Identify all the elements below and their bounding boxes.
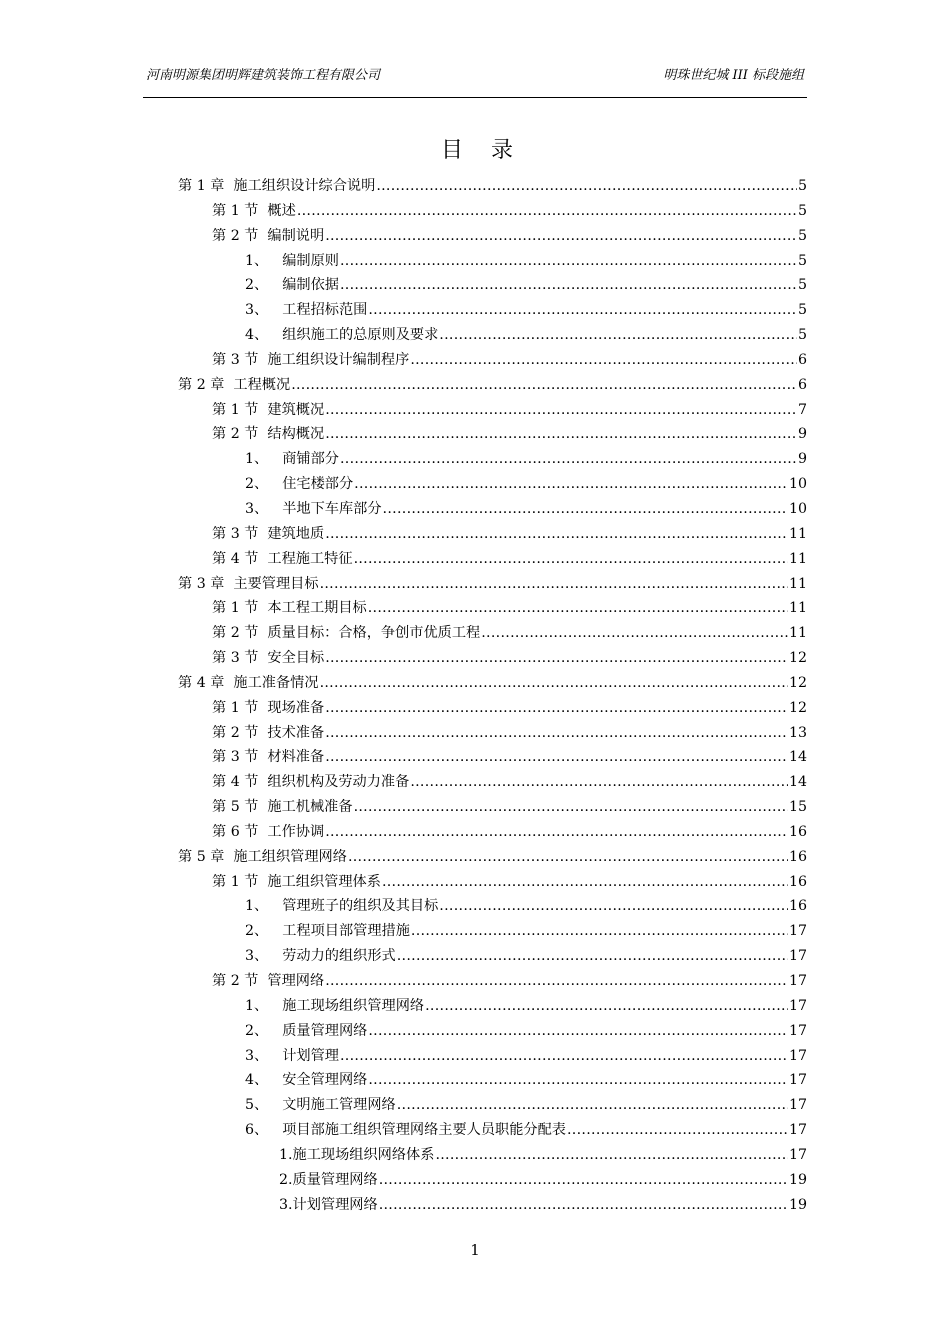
toc-entry-page: 11 bbox=[788, 625, 807, 642]
toc-entry-title: 施工组织管理体系 bbox=[267, 873, 381, 890]
toc-entry-title: 工程施工特征 bbox=[267, 550, 353, 567]
toc-entry[interactable] bbox=[0, 1068, 950, 1093]
toc-entry[interactable] bbox=[0, 224, 950, 249]
toc-dot-leader bbox=[567, 1118, 788, 1143]
toc-entry-page: 19 bbox=[788, 1196, 807, 1213]
toc-entry-title: 管理班子的组织及其目标 bbox=[282, 898, 439, 915]
toc-entry[interactable] bbox=[0, 572, 950, 597]
toc-entry-number: 第 2 节 bbox=[212, 625, 259, 642]
toc-entry-number: 第 3 节 bbox=[212, 749, 259, 766]
toc-entry-page: 12 bbox=[788, 674, 807, 691]
toc-entry[interactable] bbox=[0, 199, 950, 224]
toc-entry-number: 6、 bbox=[245, 1122, 269, 1139]
toc-entry-page: 11 bbox=[788, 550, 807, 567]
toc-entry-title: 工作协调 bbox=[267, 823, 325, 840]
toc-entry-page: 16 bbox=[788, 823, 807, 840]
toc-dot-leader bbox=[354, 795, 788, 820]
toc-entry-title: 编制说明 bbox=[267, 227, 325, 244]
toc-dot-leader bbox=[325, 224, 797, 249]
toc-entry[interactable] bbox=[0, 1093, 950, 1118]
toc-entry[interactable] bbox=[0, 547, 950, 572]
toc-entry[interactable] bbox=[0, 422, 950, 447]
toc-entry-title: 现场准备 bbox=[267, 699, 325, 716]
toc-dot-leader bbox=[410, 770, 788, 795]
toc-entry-number: 2、 bbox=[245, 277, 269, 294]
toc-entry[interactable] bbox=[0, 1118, 950, 1143]
toc-entry-page: 5 bbox=[797, 277, 807, 294]
toc-title: 目录 bbox=[440, 138, 541, 163]
toc-entry-title: 施工机械准备 bbox=[267, 799, 353, 816]
toc-entry-title: 主要管理目标 bbox=[233, 575, 319, 592]
toc-entry[interactable] bbox=[0, 472, 950, 497]
toc-entry-title: 质量管理网络 bbox=[282, 1022, 368, 1039]
toc-dot-leader bbox=[368, 298, 797, 323]
toc-entry[interactable] bbox=[0, 174, 950, 199]
toc-entry-number: 1、 bbox=[245, 451, 269, 468]
toc-entry-title: 安全目标 bbox=[267, 650, 325, 667]
toc-entry-number: 第 2 节 bbox=[212, 426, 259, 443]
header-company: 河南明源集团明辉建筑装饰工程有限公司 bbox=[146, 68, 381, 83]
toc-entry-title: 施工组织设计综合说明 bbox=[233, 178, 376, 194]
toc-entry-page: 7 bbox=[797, 401, 807, 418]
toc-dot-leader bbox=[354, 472, 788, 497]
toc-dot-leader bbox=[481, 621, 788, 646]
toc-dot-leader bbox=[320, 572, 788, 597]
toc-entry-page: 16 bbox=[788, 898, 807, 915]
toc-entry-title: 安全管理网络 bbox=[282, 1072, 368, 1089]
toc-entry-number: 第 2 节 bbox=[212, 973, 259, 989]
toc-entry[interactable] bbox=[0, 845, 950, 870]
toc-entry-page: 5 bbox=[797, 227, 807, 244]
toc-entry-page: 17 bbox=[788, 1097, 807, 1114]
toc-entry-number: 第 1 节 bbox=[212, 873, 259, 890]
toc-dot-leader bbox=[325, 398, 797, 423]
toc-entry-page: 5 bbox=[797, 202, 807, 219]
toc-entry[interactable] bbox=[0, 919, 950, 944]
toc-dot-leader bbox=[410, 348, 797, 373]
toc-dot-leader bbox=[325, 721, 788, 746]
toc-dot-leader bbox=[354, 547, 788, 572]
toc-dot-leader bbox=[397, 944, 788, 969]
toc-entry-page: 5 bbox=[797, 327, 807, 344]
toc-dot-leader bbox=[397, 1093, 788, 1118]
toc-entry-number: 第 6 节 bbox=[212, 823, 259, 840]
toc-entry[interactable] bbox=[0, 770, 950, 795]
toc-dot-leader bbox=[340, 273, 797, 298]
toc-entry-page: 17 bbox=[788, 923, 807, 940]
toc-entry-title: 建筑地质 bbox=[267, 525, 325, 542]
toc-entry-title: 组织施工的总原则及要求 bbox=[282, 327, 439, 344]
header-project: 明珠世纪城 III 标段施组 bbox=[663, 68, 804, 83]
toc-dot-leader bbox=[291, 373, 797, 398]
toc-entry[interactable] bbox=[0, 944, 950, 969]
toc-entry-title: 工程概况 bbox=[233, 376, 291, 393]
toc-entry[interactable] bbox=[0, 323, 950, 348]
toc-entry-title: 施工现场组织网络体系 bbox=[292, 1146, 435, 1163]
toc-entry-title: 工程项目部管理措施 bbox=[282, 923, 410, 940]
toc-entry-number: 第 3 节 bbox=[212, 351, 259, 368]
toc-dot-leader bbox=[435, 1143, 788, 1168]
toc-entry-title: 结构概况 bbox=[267, 426, 325, 443]
toc-entry[interactable] bbox=[0, 696, 950, 721]
toc-entry-page: 17 bbox=[788, 948, 807, 965]
toc-dot-leader bbox=[325, 745, 788, 770]
toc-entry-page: 11 bbox=[788, 600, 807, 617]
toc-entry-page: 17 bbox=[788, 973, 807, 989]
toc-entry-title: 文明施工管理网络 bbox=[282, 1097, 396, 1114]
toc-entry-number: 第 3 节 bbox=[212, 525, 259, 542]
toc-entry-title: 施工现场组织管理网络 bbox=[282, 997, 425, 1014]
toc-entry-number: 第 2 章 bbox=[178, 376, 225, 393]
toc-dot-leader bbox=[325, 646, 788, 671]
toc-entry-title: 组织机构及劳动力准备 bbox=[267, 774, 410, 791]
toc-entry-page: 17 bbox=[788, 997, 807, 1014]
toc-dot-leader bbox=[297, 199, 797, 224]
toc-entry[interactable] bbox=[0, 1019, 950, 1044]
toc-entry-page: 14 bbox=[788, 774, 807, 791]
toc-dot-leader bbox=[320, 671, 788, 696]
toc-entry[interactable] bbox=[0, 273, 950, 298]
toc-entry[interactable] bbox=[0, 348, 950, 373]
toc-entry-page: 5 bbox=[797, 178, 807, 194]
toc-entry-number: 2. bbox=[279, 1171, 293, 1188]
toc-dot-leader bbox=[325, 522, 788, 547]
toc-entry-title: 管理网络 bbox=[267, 973, 325, 989]
toc-entry-title: 建筑概况 bbox=[267, 401, 325, 418]
toc-dot-leader bbox=[325, 696, 788, 721]
toc-entry-number: 第 4 节 bbox=[212, 774, 259, 791]
toc-dot-leader bbox=[340, 249, 797, 274]
toc-entry-number: 第 3 章 bbox=[178, 575, 225, 592]
toc-entry-number: 第 1 节 bbox=[212, 202, 259, 219]
toc-entry[interactable] bbox=[0, 721, 950, 746]
toc-entry-page: 6 bbox=[797, 376, 807, 393]
toc-entry-number: 1. bbox=[279, 1146, 293, 1163]
toc-entry-page: 9 bbox=[797, 426, 807, 443]
toc-entry-title: 住宅楼部分 bbox=[282, 476, 354, 493]
toc-dot-leader bbox=[379, 1193, 788, 1218]
toc-dot-leader bbox=[348, 845, 788, 870]
toc-entry-page: 14 bbox=[788, 749, 807, 766]
toc-entry-page: 10 bbox=[788, 500, 807, 517]
toc-entry-number: 3、 bbox=[245, 302, 269, 319]
toc-entry-title: 项目部施工组织管理网络主要人员职能分配表 bbox=[282, 1122, 566, 1139]
toc-entry-number: 4、 bbox=[245, 327, 269, 344]
toc-entry-number: 1、 bbox=[245, 252, 269, 269]
toc-entry-number: 第 2 节 bbox=[212, 227, 259, 244]
toc-entry-title: 计划管理网络 bbox=[292, 1196, 378, 1213]
toc-entry-page: 12 bbox=[788, 650, 807, 667]
toc-entry-page: 11 bbox=[788, 525, 807, 542]
toc-entry-page: 13 bbox=[788, 724, 807, 741]
toc-entry-page: 5 bbox=[797, 302, 807, 319]
toc-entry-page: 17 bbox=[788, 1022, 807, 1039]
toc-entry-number: 第 4 章 bbox=[178, 674, 225, 691]
toc-dot-leader bbox=[379, 1168, 788, 1193]
toc-entry-title: 计划管理 bbox=[282, 1047, 339, 1064]
toc-entry-number: 2、 bbox=[245, 476, 269, 493]
toc-entry-page: 12 bbox=[788, 699, 807, 716]
toc-entry-title: 质量管理网络 bbox=[292, 1171, 378, 1188]
toc-entry-number: 第 4 节 bbox=[212, 550, 259, 567]
toc-entry[interactable] bbox=[0, 745, 950, 770]
toc-entry[interactable] bbox=[0, 1044, 950, 1069]
toc-dot-leader bbox=[340, 447, 797, 472]
toc-entry-page: 10 bbox=[788, 476, 807, 493]
toc-dot-leader bbox=[325, 422, 797, 447]
toc-entry[interactable] bbox=[0, 820, 950, 845]
toc-entry-number: 第 1 节 bbox=[212, 699, 259, 716]
toc-dot-leader bbox=[425, 994, 788, 1019]
toc-entry-title: 材料准备 bbox=[267, 749, 325, 766]
toc-entry-number: 第 1 章 bbox=[178, 178, 225, 194]
toc-entry-page: 6 bbox=[797, 351, 807, 368]
toc-dot-leader bbox=[383, 497, 788, 522]
toc-entry-page: 17 bbox=[788, 1072, 807, 1089]
toc-entry[interactable] bbox=[0, 1143, 950, 1168]
toc-entry-number: 1、 bbox=[245, 997, 269, 1014]
toc-dot-leader bbox=[325, 820, 788, 845]
toc-entry-title: 概述 bbox=[267, 202, 296, 219]
toc-dot-leader bbox=[411, 919, 788, 944]
toc-dot-leader bbox=[368, 1068, 788, 1093]
toc-entry-page: 16 bbox=[788, 848, 807, 865]
toc-entry[interactable] bbox=[0, 398, 950, 423]
page-number: 1 bbox=[470, 1241, 480, 1259]
toc-entry-title: 技术准备 bbox=[267, 724, 325, 741]
toc-entry-title: 商铺部分 bbox=[282, 451, 339, 468]
toc-entry[interactable] bbox=[0, 522, 950, 547]
toc-entry-title: 施工组织设计编制程序 bbox=[267, 351, 410, 368]
toc-entry-number: 第 5 章 bbox=[178, 848, 225, 865]
toc-entry[interactable] bbox=[0, 298, 950, 323]
header-rule bbox=[143, 97, 807, 98]
toc-entry-page: 5 bbox=[797, 252, 807, 269]
toc-entry[interactable] bbox=[0, 621, 950, 646]
toc-entry-title: 劳动力的组织形式 bbox=[282, 948, 396, 965]
toc-entry-number: 3、 bbox=[245, 1047, 269, 1064]
toc-dot-leader bbox=[382, 870, 788, 895]
toc-entry-number: 2、 bbox=[245, 1022, 269, 1039]
toc-entry-number: 第 2 节 bbox=[212, 724, 259, 741]
toc-entry[interactable] bbox=[0, 447, 950, 472]
toc-entry-title: 工程招标范围 bbox=[282, 302, 368, 319]
toc-entry-title: 本工程工期目标 bbox=[267, 600, 367, 617]
toc-entry[interactable] bbox=[0, 1193, 950, 1218]
toc-entry[interactable] bbox=[0, 969, 950, 994]
toc-entry-number: 第 1 节 bbox=[212, 600, 259, 617]
toc-dot-leader bbox=[376, 174, 797, 199]
toc-entry-page: 11 bbox=[788, 575, 807, 592]
toc-entry-title: 施工组织管理网络 bbox=[233, 848, 347, 865]
toc-entry-page: 9 bbox=[797, 451, 807, 468]
toc-entry-title: 编制原则 bbox=[282, 252, 339, 269]
toc-entry[interactable] bbox=[0, 373, 950, 398]
toc-entry[interactable] bbox=[0, 596, 950, 621]
toc-dot-leader bbox=[439, 894, 788, 919]
toc-entry[interactable] bbox=[0, 994, 950, 1019]
toc-entry[interactable] bbox=[0, 497, 950, 522]
toc-entry[interactable] bbox=[0, 894, 950, 919]
toc-entry[interactable] bbox=[0, 1168, 950, 1193]
toc-dot-leader bbox=[368, 596, 788, 621]
toc-dot-leader bbox=[439, 323, 797, 348]
toc-entry-page: 17 bbox=[788, 1122, 807, 1139]
toc-entry-page: 17 bbox=[788, 1047, 807, 1064]
toc-entry-number: 第 3 节 bbox=[212, 650, 259, 667]
toc-dot-leader bbox=[325, 969, 788, 994]
toc-entry-number: 5、 bbox=[245, 1097, 269, 1114]
toc-entry-number: 4、 bbox=[245, 1072, 269, 1089]
toc-entry[interactable] bbox=[0, 870, 950, 895]
toc-entry-number: 2、 bbox=[245, 923, 269, 940]
toc-dot-leader bbox=[340, 1044, 788, 1069]
toc-entry[interactable] bbox=[0, 795, 950, 820]
toc-entry-page: 16 bbox=[788, 873, 807, 890]
toc-entry-number: 第 5 节 bbox=[212, 799, 259, 816]
toc-entry-title: 半地下车库部分 bbox=[282, 500, 382, 517]
toc-entry-number: 1、 bbox=[245, 898, 269, 915]
toc-entry-page: 15 bbox=[788, 799, 807, 816]
toc-entry-number: 3、 bbox=[245, 500, 269, 517]
toc-entry[interactable] bbox=[0, 671, 950, 696]
toc-entry[interactable] bbox=[0, 646, 950, 671]
table-of-contents bbox=[0, 174, 950, 1217]
toc-entry-number: 3、 bbox=[245, 948, 269, 965]
toc-entry-number: 第 1 节 bbox=[212, 401, 259, 418]
toc-dot-leader bbox=[368, 1019, 788, 1044]
toc-entry-title: 质量目标：合格，争创市优质工程 bbox=[267, 625, 481, 642]
toc-entry-number: 3. bbox=[279, 1196, 293, 1213]
toc-entry-title: 编制依据 bbox=[282, 277, 339, 294]
toc-entry-page: 19 bbox=[788, 1171, 807, 1188]
toc-entry-page: 17 bbox=[788, 1146, 807, 1163]
toc-entry[interactable] bbox=[0, 249, 950, 274]
toc-entry-title: 施工准备情况 bbox=[233, 674, 319, 691]
